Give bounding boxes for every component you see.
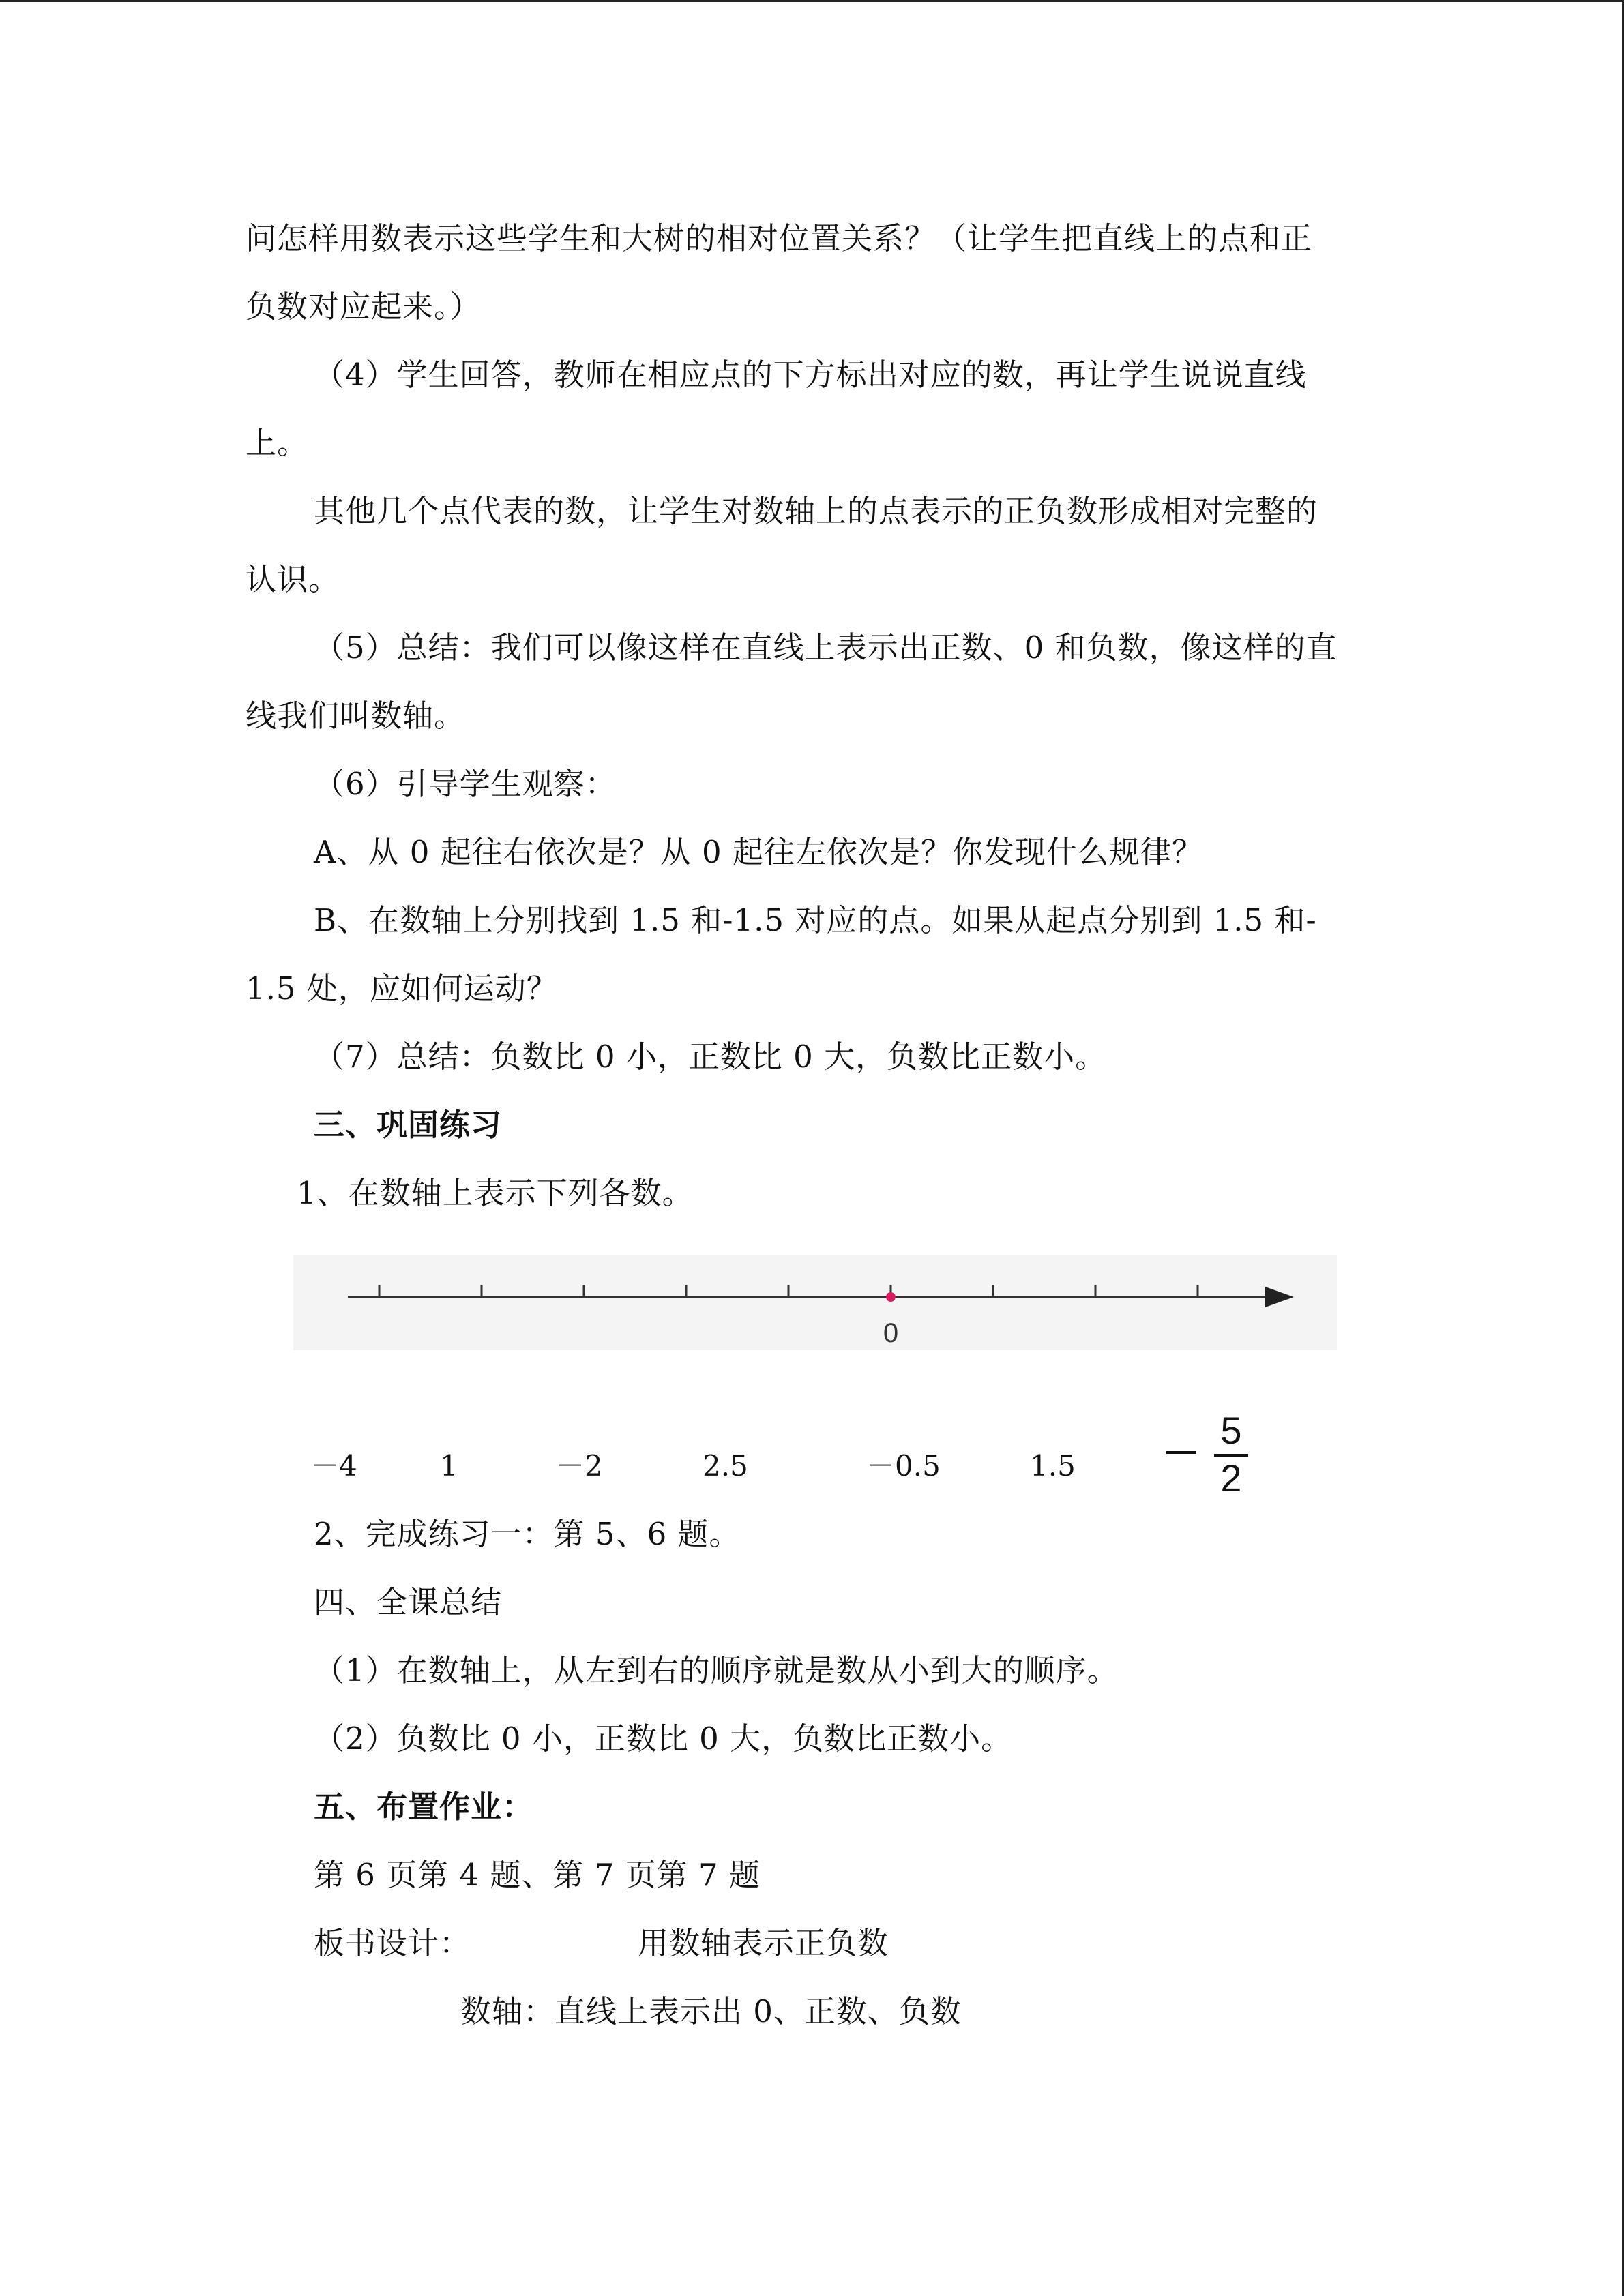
section-heading: 四、全课总结 <box>314 1584 503 1620</box>
zero-label: 0 <box>883 1318 899 1348</box>
number-item: 2.5 <box>703 1449 748 1482</box>
paragraph-line: （7）总结：负数比 0 小，正数比 0 大，负数比正数小。 <box>314 1039 1107 1075</box>
paragraph-line: B、在数轴上分别找到 1.5 和-1.5 对应的点。如果从起点分别到 1.5 和- <box>314 902 1317 938</box>
origin-dot <box>886 1292 896 1302</box>
paragraph-line: 1.5 处，应如何运动？ <box>246 970 558 1007</box>
paragraph-line: 2、完成练习一：第 5、6 题。 <box>314 1516 741 1552</box>
paragraph-line: （4）学生回答，教师在相应点的下方标出对应的数，再让学生说说直线 <box>314 357 1307 393</box>
board-design-label: 板书设计： <box>314 1925 471 1961</box>
paragraph-line: （6）引导学生观察： <box>314 766 617 802</box>
fraction-numerator: 5 <box>1220 1409 1242 1452</box>
board-design-content: 数轴：直线上表示出 0、正数、负数 <box>460 1993 962 2029</box>
number-item: 1 <box>440 1449 458 1482</box>
paragraph-line: （2）负数比 0 小，正数比 0 大，负数比正数小。 <box>314 1720 1013 1757</box>
paragraph-line: A、从 0 起往右依次是？从 0 起往左依次是？你发现什么规律？ <box>314 834 1203 870</box>
paragraph-line: 其他几个点代表的数，让学生对数轴上的点表示的正负数形成相对完整的 <box>314 493 1318 529</box>
exercise-prompt: 1、在数轴上表示下列各数。 <box>297 1175 694 1211</box>
paragraph-line: 负数对应起来。） <box>246 288 482 325</box>
fraction-number <box>1166 1409 1255 1500</box>
fraction-denominator: 2 <box>1220 1457 1242 1500</box>
paragraph-line: 线我们叫数轴。 <box>246 698 466 734</box>
axis-ticks <box>379 1285 1198 1297</box>
number-item: －0.5 <box>866 1449 941 1482</box>
section-heading: 三、巩固练习 <box>314 1107 503 1143</box>
number-item: 1.5 <box>1030 1449 1076 1482</box>
number-line-svg <box>293 1255 1337 1350</box>
fraction-sign <box>1166 1451 1196 1454</box>
paragraph-line: 第 6 页第 4 题、第 7 页第 7 题 <box>314 1857 761 1893</box>
page-top-border <box>0 0 1624 2</box>
paragraph-line: （5）总结：我们可以像这样在直线上表示出正数、0 和负数，像这样的直 <box>314 629 1338 666</box>
board-design-title: 用数轴表示正负数 <box>638 1925 889 1961</box>
paragraph-line: （1）在数轴上，从左到右的顺序就是数从小到大的顺序。 <box>314 1652 1119 1688</box>
paragraph-line: 认识。 <box>246 561 340 597</box>
paragraph-line: 上。 <box>246 425 309 461</box>
paragraph-line: 问怎样用数表示这些学生和大树的相对位置关系？（让学生把直线上的点和正 <box>246 220 1313 256</box>
number-item: －4 <box>310 1449 357 1482</box>
number-item: －2 <box>556 1449 603 1482</box>
section-heading: 五、布置作业： <box>314 1789 534 1825</box>
number-line-figure <box>293 1255 1337 1350</box>
